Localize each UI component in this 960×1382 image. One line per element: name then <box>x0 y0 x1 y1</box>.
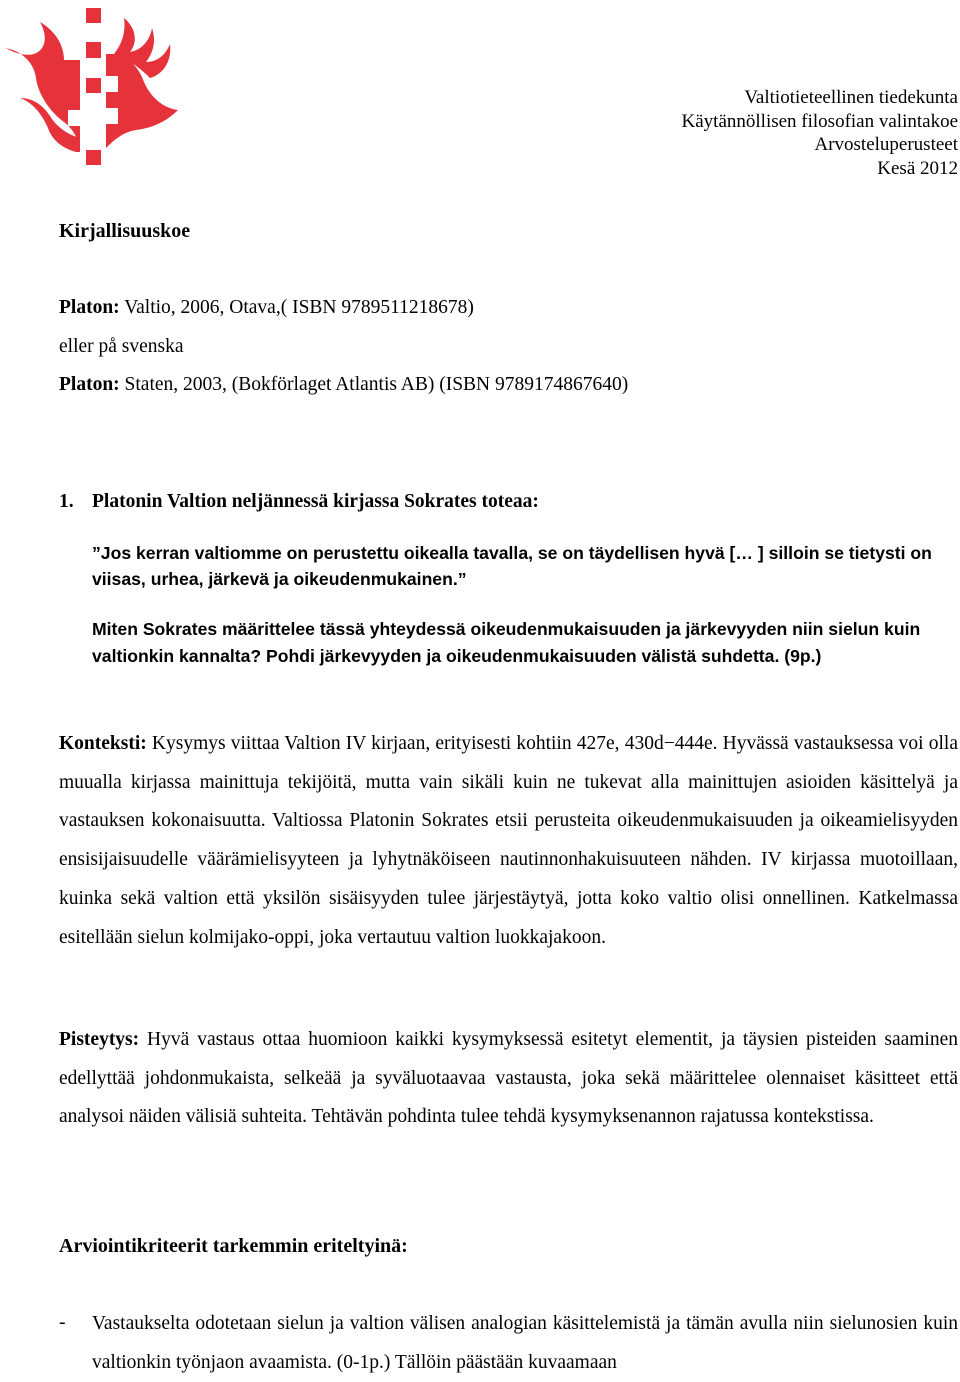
exam-name: Käytännöllisen filosofian valintakoe <box>681 110 958 132</box>
criteria-heading: Arviointikriteerit tarkemmin eriteltyinä: <box>59 1235 408 1257</box>
reference-details: Valtio, 2006, Otava,( ISBN 9789511218678) <box>119 297 474 318</box>
list-item: Vastaukselta odotetaan sielun ja valtion välisen analogian käsittelemistä ja tämän avulla niin sielunosien kuin valtionkin työnjaon avaamista. (0-1p.) Tällöin päästään kuvaamaan <box>92 1313 958 1373</box>
context-paragraph <box>59 725 958 957</box>
reference-swedish <box>59 374 628 396</box>
context-text: Kysymys viittaa Valtion IV kirjaan, erityisesti kohtiin 427e, 430d−444e. Hyvässä vastauksessa voi olla muualla kirjassa mainittuja tekijöitä, mutta vain sikäli kuin ne tukevat alla mainittujen asioiden käsittelyä ja vastauksen kokonaisuutta. Valtiossa Platonin Sokrates etsii perusteita oikeudenmukaisuuden ja oikeamielisyyden ensisijaisuudelle väärämielisyyteen ja lyhytnäköiseen nautinnonhakuisuuteen nähden. IV kirjassa muotoillaan, kuinka sekä valtion että yksilön sisäisyyden tulee järjestäytyä, jotta koko valtio olisi onnellinen. Katkelmassa esitellään sielun kolmijako-oppi, joka vertautuu valtion luokkajakoon. <box>59 733 958 948</box>
question-number: 1. <box>59 491 74 512</box>
question-prompt: Miten Sokrates määrittelee tässä yhteydessä oikeudenmukaisuuden ja järkevyyden niin sielun kuin valtionkin kannalta? Pohdi järkevyyden ja oikeudenmukaisuuden välistä suhdetta. (9p.) <box>92 619 921 666</box>
reference-alternative: eller på svenska <box>59 336 184 357</box>
reference-author-label: Platon: <box>59 374 120 395</box>
reference-finnish <box>59 297 474 319</box>
document-type: Arvosteluperusteet <box>814 134 958 155</box>
faculty-name: Valtiotieteellinen tiedekunta <box>744 87 958 108</box>
scoring-text: Hyvä vastaus ottaa huomioon kaikki kysymyksessä esitetyt elementit, ja täysien pisteiden saaminen edellyttää johdonmukaista, selkeää ja syväluotaavaa vastausta, joka sekä määrittelee olennaiset käsitteet että analysoi näiden välisiä suhteita. Tehtävän pohdinta tulee tehdä kysymyksenannon rajatussa kontekstissa. <box>59 1029 958 1128</box>
question-intro: Platonin Valtion neljännessä kirjassa Sokrates toteaa: <box>92 491 539 512</box>
reference-details: Staten, 2003, (Bokförlaget Atlantis AB) (ISBN 9789174867640) <box>119 374 629 395</box>
document-header <box>682 86 958 180</box>
scoring-label: Pisteytys: <box>59 1029 140 1050</box>
context-label: Konteksti: <box>59 733 147 754</box>
question-quote: ”Jos kerran valtiomme on perustettu oikealla tavalla, se on täydellisen hyvä [… ] silloin se tietysti on viisas, urhea, järkevä ja oikeudenmukainen.” <box>92 543 932 589</box>
reference-author-label: Platon: <box>59 297 120 318</box>
university-flame-logo <box>6 6 178 168</box>
scoring-paragraph <box>59 1021 958 1137</box>
list-bullet-marker: - <box>59 1312 66 1333</box>
section-title: Kirjallisuuskoe <box>59 220 191 242</box>
exam-term: Kesä 2012 <box>877 157 958 179</box>
